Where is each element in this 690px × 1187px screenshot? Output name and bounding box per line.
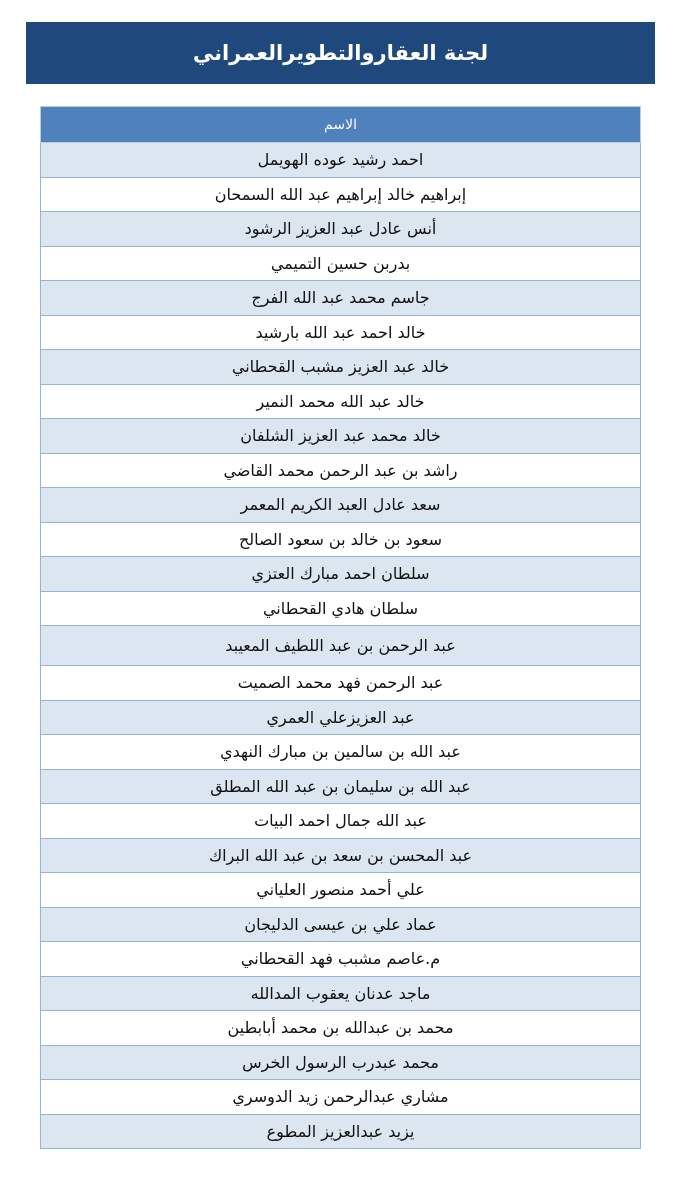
table-row: [41, 557, 641, 592]
name-cell: عماد علي بن عيسى الدليجان: [41, 907, 641, 942]
table-row: [41, 315, 641, 350]
table-row: [41, 488, 641, 523]
column-header-name: الاسم: [41, 107, 641, 143]
table-row: [41, 976, 641, 1011]
name-cell: محمد بن عبدالله بن محمد أبابطين: [41, 1011, 641, 1046]
table-row: [41, 246, 641, 281]
name-cell: عبد المحسن بن سعد بن عبد الله البراك: [41, 838, 641, 873]
name-cell: خالد عبد العزيز مشبب القحطاني: [41, 350, 641, 385]
table-row: [41, 384, 641, 419]
table-row: [41, 453, 641, 488]
table-row: [41, 873, 641, 908]
name-cell: جاسم محمد عبد الله الفرج: [41, 281, 641, 316]
name-cell: عبد الرحمن بن عبد اللطيف المعيبد: [41, 626, 641, 666]
table-row: [41, 769, 641, 804]
name-cell: خالد محمد عبد العزيز الشلفان: [41, 419, 641, 454]
table-row: [41, 281, 641, 316]
name-cell: سلطان هادي القحطاني: [41, 591, 641, 626]
table-row: [41, 1080, 641, 1115]
name-cell: سعود بن خالد بن سعود الصالح: [41, 522, 641, 557]
table-row: [41, 350, 641, 385]
name-cell: احمد رشيد عوده الهويمل: [41, 143, 641, 178]
name-cell: عبد العزيزعلي العمري: [41, 700, 641, 735]
table-row: [41, 942, 641, 977]
name-cell: إبراهيم خالد إبراهيم عبد الله السمحان: [41, 177, 641, 212]
name-cell: سلطان احمد مبارك العتزي: [41, 557, 641, 592]
name-cell: محمد عبدرب الرسول الخرس: [41, 1045, 641, 1080]
names-table: [40, 106, 641, 1149]
name-cell: ماجد عدنان يعقوب المدالله: [41, 976, 641, 1011]
table-row: [41, 591, 641, 626]
table-row: [41, 907, 641, 942]
table-row: [41, 419, 641, 454]
table-row: [41, 1045, 641, 1080]
name-cell: سعد عادل العبد الكريم المعمر: [41, 488, 641, 523]
name-cell: عبد الله بن سالمين بن مبارك النهدي: [41, 735, 641, 770]
page-title: لجنة العقاروالتطويرالعمراني: [26, 22, 655, 84]
table-row: [41, 1011, 641, 1046]
name-cell: علي أحمد منصور العلياني: [41, 873, 641, 908]
table-row: [41, 177, 641, 212]
name-cell: عبد الله بن سليمان بن عبد الله المطلق: [41, 769, 641, 804]
table-row: [41, 522, 641, 557]
name-cell: خالد عبد الله محمد النمير: [41, 384, 641, 419]
name-cell: م.عاصم مشبب فهد القحطاني: [41, 942, 641, 977]
name-cell: عبد الله جمال احمد البيات: [41, 804, 641, 839]
table-row: [41, 838, 641, 873]
table-row: [41, 143, 641, 178]
table-row: [41, 735, 641, 770]
table-row: [41, 666, 641, 701]
table-row: [41, 1114, 641, 1149]
table-header-row: [41, 107, 641, 143]
table-row: [41, 700, 641, 735]
table-row: [41, 626, 641, 666]
table-row: [41, 804, 641, 839]
table-row: [41, 212, 641, 247]
name-cell: عبد الرحمن فهد محمد الصميت: [41, 666, 641, 701]
name-cell: يزيد عبدالعزيز المطوع: [41, 1114, 641, 1149]
name-cell: أنس عادل عبد العزيز الرشود: [41, 212, 641, 247]
name-cell: بدربن حسين التميمي: [41, 246, 641, 281]
name-cell: خالد احمد عبد الله بارشيد: [41, 315, 641, 350]
name-cell: مشاري عبدالرحمن زيد الدوسري: [41, 1080, 641, 1115]
name-cell: راشد بن عبد الرحمن محمد القاضي: [41, 453, 641, 488]
